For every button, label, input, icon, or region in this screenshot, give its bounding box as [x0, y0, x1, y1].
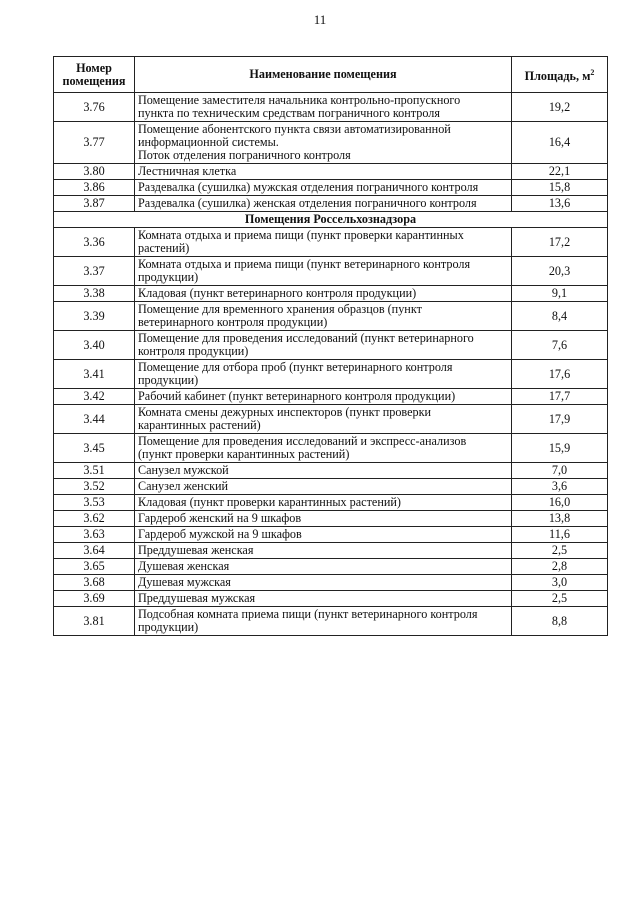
table-row [54, 164, 608, 180]
header-area [512, 57, 608, 93]
room-name: Лестничная клетка [135, 164, 512, 180]
room-number: 3.40 [54, 331, 135, 360]
table-row [54, 389, 608, 405]
room-name: Помещение для проведения исследований и экспресс-анализов (пункт проверки карантинных растений) [135, 434, 512, 463]
section-row [54, 212, 608, 228]
table-row [54, 495, 608, 511]
table-row [54, 257, 608, 286]
room-number: 3.38 [54, 286, 135, 302]
table-row [54, 331, 608, 360]
room-name: Санузел женский [135, 479, 512, 495]
header-area-label: Площадь, м [524, 69, 591, 84]
table-row [54, 575, 608, 591]
room-area: 13,6 [512, 196, 608, 212]
room-number: 3.44 [54, 405, 135, 434]
table-row [54, 93, 608, 122]
room-number: 3.64 [54, 543, 135, 559]
table-row [54, 196, 608, 212]
room-number: 3.45 [54, 434, 135, 463]
header-number: Номер помещения [54, 57, 135, 93]
room-number: 3.51 [54, 463, 135, 479]
room-area: 2,8 [512, 559, 608, 575]
room-name: Кладовая (пункт ветеринарного контроля продукции) [135, 286, 512, 302]
room-number: 3.52 [54, 479, 135, 495]
room-area: 19,2 [512, 93, 608, 122]
room-number: 3.77 [54, 122, 135, 164]
table-row [54, 463, 608, 479]
room-area: 9,1 [512, 286, 608, 302]
room-number: 3.80 [54, 164, 135, 180]
room-number: 3.36 [54, 228, 135, 257]
rooms-table [53, 56, 608, 636]
room-area: 22,1 [512, 164, 608, 180]
room-name: Помещение для проведения исследований (пункт ветеринарного контроля продукции) [135, 331, 512, 360]
table-row [54, 559, 608, 575]
room-area: 7,6 [512, 331, 608, 360]
room-name: Санузел мужской [135, 463, 512, 479]
room-name: Гардероб женский на 9 шкафов [135, 511, 512, 527]
header-name: Наименование помещения [135, 57, 512, 93]
room-number: 3.53 [54, 495, 135, 511]
room-number: 3.37 [54, 257, 135, 286]
room-name: Помещение для отбора проб (пункт ветеринарного контроля продукции) [135, 360, 512, 389]
room-number: 3.39 [54, 302, 135, 331]
room-area: 13,8 [512, 511, 608, 527]
table-row [54, 405, 608, 434]
page-number: 11 [313, 12, 327, 27]
room-name: Помещение заместителя начальника контрольно-пропускного пункта по техническим средствам пограничного контроля [135, 93, 512, 122]
room-area: 8,4 [512, 302, 608, 331]
room-number: 3.65 [54, 559, 135, 575]
room-area: 16,0 [512, 495, 608, 511]
room-area: 11,6 [512, 527, 608, 543]
table-row [54, 434, 608, 463]
room-name: Раздевалка (сушилка) мужская отделения пограничного контроля [135, 180, 512, 196]
room-number: 3.81 [54, 607, 135, 636]
table-row [54, 591, 608, 607]
room-area: 15,8 [512, 180, 608, 196]
room-name: Подсобная комната приема пищи (пункт ветеринарного контроля продукции) [135, 607, 512, 636]
room-area: 7,0 [512, 463, 608, 479]
table-row [54, 302, 608, 331]
room-area: 8,8 [512, 607, 608, 636]
table-row [54, 180, 608, 196]
room-name: Рабочий кабинет (пункт ветеринарного контроля продукции) [135, 389, 512, 405]
section-title: Помещения Россельхознадзора [54, 212, 608, 228]
table-row [54, 527, 608, 543]
table-body-rosselkhoznadzor [54, 228, 608, 636]
table-row [54, 607, 608, 636]
room-number: 3.69 [54, 591, 135, 607]
table-row [54, 122, 608, 164]
header-area-superscript: 2 [590, 67, 595, 77]
room-area: 16,4 [512, 122, 608, 164]
room-name: Помещение для временного хранения образцов (пункт ветеринарного контроля продукции) [135, 302, 512, 331]
table-row [54, 511, 608, 527]
room-area: 3,0 [512, 575, 608, 591]
room-area: 15,9 [512, 434, 608, 463]
room-name: Кладовая (пункт проверки карантинных растений) [135, 495, 512, 511]
room-number: 3.63 [54, 527, 135, 543]
table-row [54, 286, 608, 302]
room-area: 20,3 [512, 257, 608, 286]
table-row [54, 543, 608, 559]
room-area: 2,5 [512, 591, 608, 607]
table-row [54, 479, 608, 495]
room-name: Преддушевая женская [135, 543, 512, 559]
room-number: 3.41 [54, 360, 135, 389]
room-number: 3.62 [54, 511, 135, 527]
table-row [54, 360, 608, 389]
room-name: Душевая женская [135, 559, 512, 575]
room-name: Раздевалка (сушилка) женская отделения пограничного контроля [135, 196, 512, 212]
room-name: Душевая мужская [135, 575, 512, 591]
table-header-row [54, 57, 608, 93]
room-number: 3.68 [54, 575, 135, 591]
table-row [54, 228, 608, 257]
room-name: Помещение абонентского пункта связи автоматизированной информационной системы. Поток отделения пограничного контроля [135, 122, 512, 164]
room-area: 2,5 [512, 543, 608, 559]
room-number: 3.42 [54, 389, 135, 405]
room-name: Комната отдыха и приема пищи (пункт ветеринарного контроля продукции) [135, 257, 512, 286]
room-area: 17,9 [512, 405, 608, 434]
room-number: 3.86 [54, 180, 135, 196]
room-name: Комната отдыха и приема пищи (пункт проверки карантинных растений) [135, 228, 512, 257]
room-area: 17,6 [512, 360, 608, 389]
room-name: Гардероб мужской на 9 шкафов [135, 527, 512, 543]
table-body-border-control [54, 93, 608, 212]
room-area: 17,2 [512, 228, 608, 257]
room-area: 3,6 [512, 479, 608, 495]
room-number: 3.87 [54, 196, 135, 212]
room-number: 3.76 [54, 93, 135, 122]
room-name: Преддушевая мужская [135, 591, 512, 607]
room-name: Комната смены дежурных инспекторов (пункт проверки карантинных растений) [135, 405, 512, 434]
room-area: 17,7 [512, 389, 608, 405]
